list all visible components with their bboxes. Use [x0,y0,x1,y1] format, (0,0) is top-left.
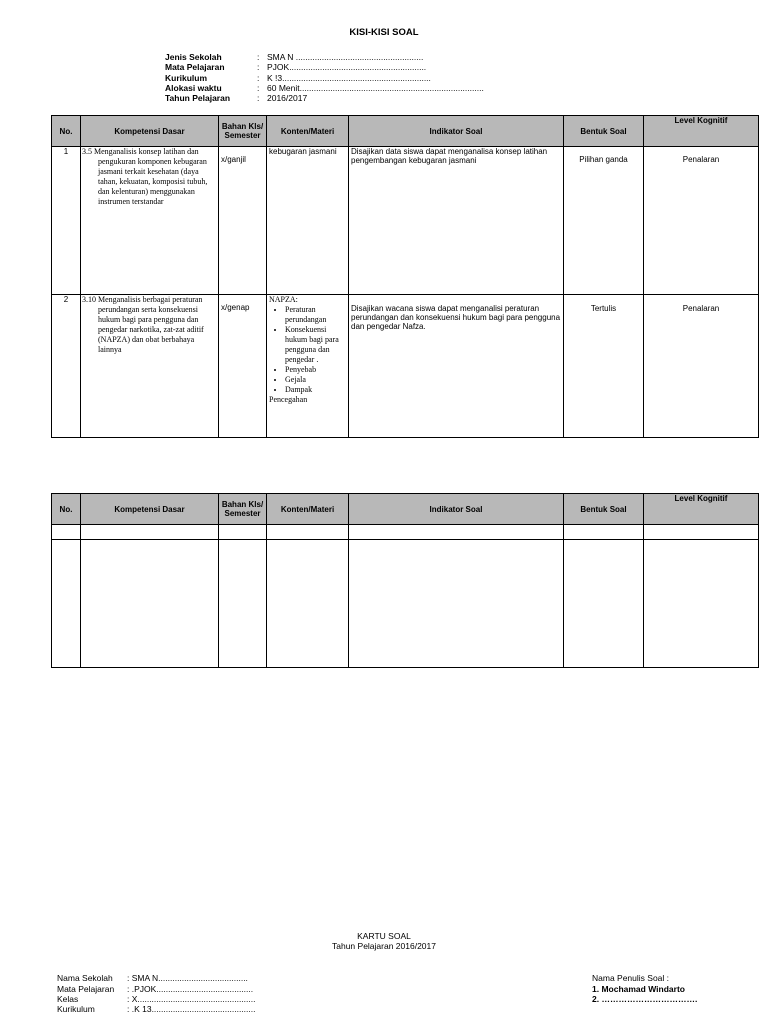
card-nama-sekolah: Nama Sekolah : SMA N...................................... [57,973,248,983]
row-konten: kebugaran jasmani [267,147,349,295]
header-indikator: Indikator Soal [349,494,564,525]
konten-heading: NAPZA: [269,295,298,304]
row-indikator: Disajikan wacana siswa dapat menganalisi peraturan perundangan dan konsekuensi hukum bagi para pengguna dan pengedar Nafza. [349,295,564,438]
card-mata-pelajaran: Mata Pelajaran : .PJOK......................................... [57,984,254,994]
writer-2: 2. ……………………………. [592,994,698,1004]
header-level: Level Kognitif [644,116,759,147]
header-kompetensi-dasar: Kompetensi Dasar [81,116,219,147]
konten-trailing: Pencegahan [269,395,308,404]
card-title: KARTU SOAL [357,931,411,941]
table-row [52,147,759,295]
row-bentuk: Tertulis [564,295,644,438]
table-row [52,295,759,438]
row-konten [267,295,349,438]
konten-list [269,305,346,395]
card-kelas: Kelas : X.................................................. [57,994,256,1004]
table-row [52,525,759,540]
table-row [52,540,759,668]
row-no: 2 [52,295,81,438]
page-title: KISI-KISI SOAL [349,27,419,38]
header-bentuk: Bentuk Soal [564,116,644,147]
table-header-row [52,116,759,147]
meta-tahun-pelajaran: Tahun Pelajaran : 2016/2017 [165,93,308,103]
row-bentuk: Pilihan ganda [564,147,644,295]
header-konten: Konten/Materi [267,116,349,147]
row-level: Penalaran [644,295,759,438]
list-item: • Konsekuensi hukum bagi para pengguna dan pengedar . [285,325,346,365]
header-bahan: Bahan Kls/ Semester [219,494,267,525]
table-header-row [52,494,759,525]
empty-kisi-table [51,493,759,668]
row-kompetensi: 3.10 Menganalisis berbagai peraturan perundangan serta konsekuensi hukum bagi para pengguna dan pengedar narkotika, zat-zat aditif (NAPZA) dan obat berbahaya lainnya [81,295,219,438]
row-bahan: x/genap [219,295,267,438]
meta-jenis-sekolah: Jenis Sekolah : SMA N ...................................................... [165,52,424,62]
card-kurikulum: Kurikulum : .K 13............................................ [57,1004,256,1014]
header-indikator: Indikator Soal [349,116,564,147]
header-kompetensi-dasar: Kompetensi Dasar [81,494,219,525]
row-indikator: Disajikan data siswa dapat menganalisa konsep latihan pengembangan kebugaran jasmani [349,147,564,295]
meta-mata-pelajaran: Mata Pelajaran : PJOK.......................................................... [165,62,427,72]
header-bahan: Bahan Kls/ Semester [219,116,267,147]
header-bentuk: Bentuk Soal [564,494,644,525]
header-no: No. [52,494,81,525]
meta-alokasi-waktu: Alokasi waktu : 60 Menit.............................................................................. [165,83,484,93]
header-level: Level Kognitif [644,494,759,525]
header-konten: Konten/Materi [267,494,349,525]
list-item: • Gejala [285,375,346,385]
row-no: 1 [52,147,81,295]
list-item: • Penyebab [285,365,346,375]
meta-kurikulum: Kurikulum : K !3............................................................... [165,73,431,83]
list-item: • Dampak [285,385,346,395]
row-level: Penalaran [644,147,759,295]
writer-1: 1. Mochamad Windarto [592,984,685,994]
list-item: • Peraturan perundangan [285,305,346,325]
kisi-kisi-table [51,115,759,438]
row-kompetensi: 3.5 Menganalisis konsep latihan dan pengukuran komponen kebugaran jasmani terkait kesehatan (daya tahan, kekuatan, komposisi tubuh, dan kelenturan) menggunakan instrumen terstandar [81,147,219,295]
header-no: No. [52,116,81,147]
row-bahan: x/ganjil [219,147,267,295]
writer-label: Nama Penulis Soal : [592,973,670,983]
card-subtitle: Tahun Pelajaran 2016/2017 [332,941,436,951]
